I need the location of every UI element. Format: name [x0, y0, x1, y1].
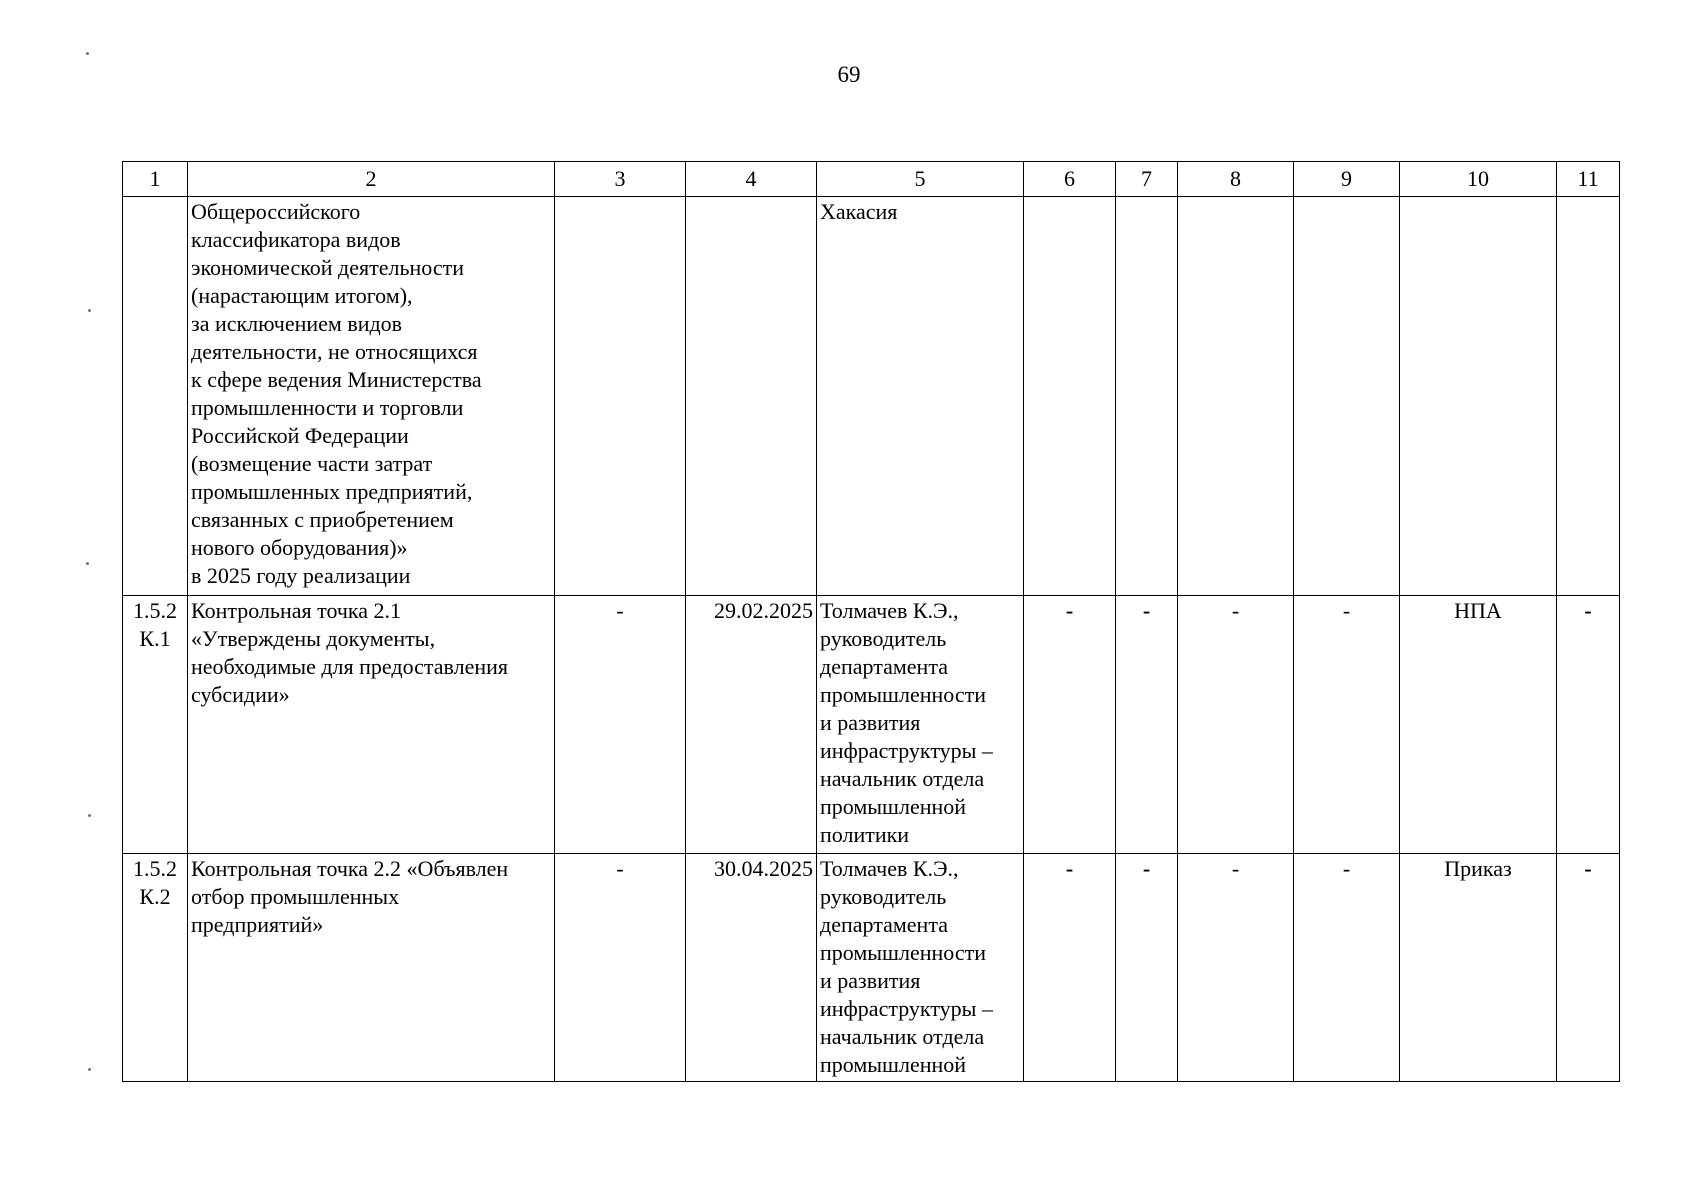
cell-col6: -: [1024, 854, 1116, 1082]
cell-responsible: Толмачев К.Э., руководитель департамента промышленности и развития инфраструктуры – начальник отдела промышленной политики: [817, 596, 1024, 854]
cell-document-type: НПА: [1400, 596, 1557, 854]
cell-date: [686, 197, 817, 596]
cell-date: 30.04.2025: [686, 854, 817, 1082]
cell-col7: -: [1116, 596, 1178, 854]
cell-col11: -: [1557, 854, 1620, 1082]
cell-description: Контрольная точка 2.2 «Объявлен отбор промышленных предприятий»: [188, 854, 555, 1082]
column-header: 3: [555, 162, 686, 197]
cell-responsible: Хакасия: [817, 197, 1024, 596]
cell-col11: [1557, 197, 1620, 596]
table-header-row: [123, 162, 1620, 197]
column-header: 8: [1178, 162, 1294, 197]
cell-col3: -: [555, 596, 686, 854]
cell-col8: [1178, 197, 1294, 596]
column-header: 10: [1400, 162, 1557, 197]
cell-col9: -: [1294, 854, 1400, 1082]
cell-document-type: Приказ: [1400, 854, 1557, 1082]
scan-speck: [88, 309, 91, 312]
cell-number: [123, 197, 188, 596]
column-header: 7: [1116, 162, 1178, 197]
cell-col6: [1024, 197, 1116, 596]
scan-speck: [86, 52, 89, 55]
page-number: 69: [837, 62, 861, 87]
column-header: 5: [817, 162, 1024, 197]
column-header: 2: [188, 162, 555, 197]
cell-col8: -: [1178, 854, 1294, 1082]
scan-speck: [88, 814, 91, 817]
cell-col3: -: [555, 854, 686, 1082]
column-header: 9: [1294, 162, 1400, 197]
scan-speck: [88, 1068, 91, 1071]
scan-speck: [86, 562, 89, 565]
table-row: [123, 854, 1620, 1082]
plan-table: [122, 161, 1620, 1082]
cell-description: Общероссийского классификатора видов экономической деятельности (нарастающим итогом), за исключением видов деятельности, не относящихся к сфере ведения Министерства промышленности и торговли Российской Федерации (возмещение части затрат промышленных предприятий, связанных с приобретением нового оборудования)» в 2025 году реализации: [188, 197, 555, 596]
cell-col9: [1294, 197, 1400, 596]
cell-col7: -: [1116, 854, 1178, 1082]
cell-col8: -: [1178, 596, 1294, 854]
cell-description: Контрольная точка 2.1 «Утверждены документы, необходимые для предоставления субсидии»: [188, 596, 555, 854]
cell-col9: -: [1294, 596, 1400, 854]
cell-number: 1.5.2 К.1: [123, 596, 188, 854]
cell-col11: -: [1557, 596, 1620, 854]
cell-col6: -: [1024, 596, 1116, 854]
cell-number: 1.5.2 К.2: [123, 854, 188, 1082]
cell-date: 29.02.2025: [686, 596, 817, 854]
cell-col7: [1116, 197, 1178, 596]
column-header: 6: [1024, 162, 1116, 197]
table-row: [123, 197, 1620, 596]
cell-col3: [555, 197, 686, 596]
cell-responsible: Толмачев К.Э., руководитель департамента промышленности и развития инфраструктуры – начальник отдела промышленной: [817, 854, 1024, 1082]
column-header: 4: [686, 162, 817, 197]
column-header: 11: [1557, 162, 1620, 197]
table-row: [123, 596, 1620, 854]
column-header: 1: [123, 162, 188, 197]
cell-document-type: [1400, 197, 1557, 596]
